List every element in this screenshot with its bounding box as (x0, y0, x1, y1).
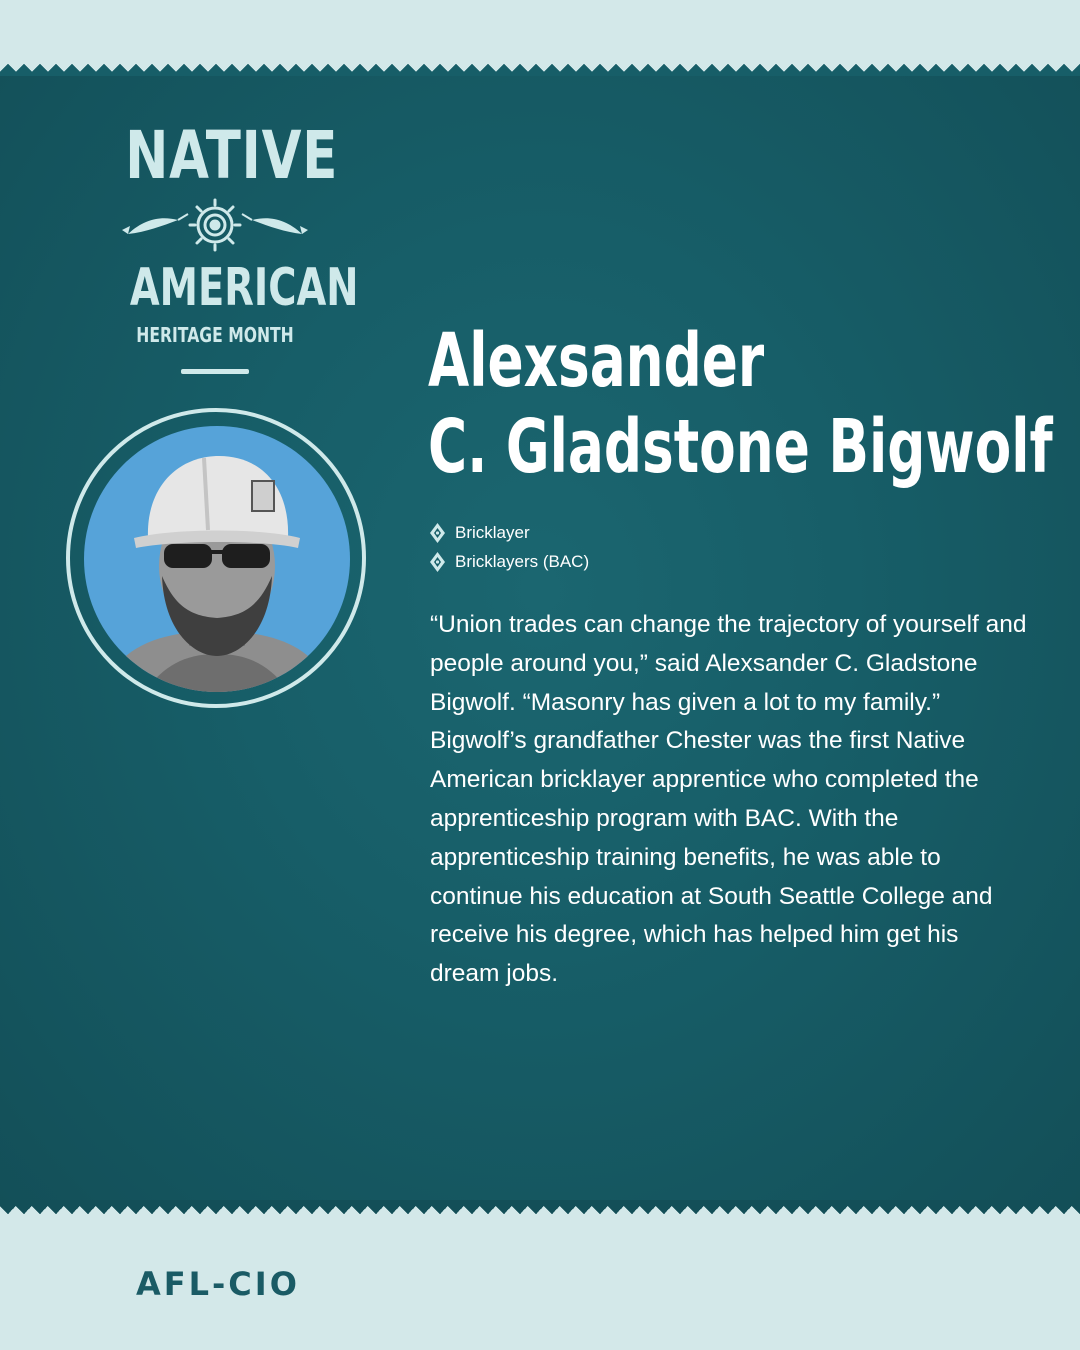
portrait-person (84, 426, 350, 692)
person-name (428, 318, 1053, 490)
portrait-frame (64, 406, 370, 712)
logo-heritage-month-text: HERITAGE MONTH (136, 323, 294, 347)
person-name-line2: C. Gladstone Bigwolf (428, 404, 1053, 490)
occupation-tags (430, 518, 589, 576)
tag-occupation (430, 518, 589, 547)
logo-divider (181, 369, 249, 374)
tag-union (430, 547, 589, 576)
profile-quote: “Union trades can change the trajectory of yourself and people around you,” said Alexsander C. Gladstone Bigwolf. “Masonry has given a lot to my family.” Bigwolf’s grandfather Chester was the first Native American bricklayer apprentice who completed the apprenticeship program with BAC. With the apprenticeship training benefits, he was able to continue his education at South Seattle College and receive his degree, which has helped him get his dream jobs. (430, 611, 1027, 988)
bottom-zigzag-border (0, 1200, 1080, 1218)
diamond-tag-icon (430, 523, 445, 543)
tag-occupation-label: Bricklayer (455, 523, 530, 542)
afl-cio-logo: AFL-CIO (136, 1265, 300, 1303)
portrait-photo (84, 426, 350, 692)
heritage-month-logo (100, 117, 359, 348)
diamond-tag-icon (430, 552, 445, 572)
person-name-line1: Alexsander (428, 318, 765, 404)
tag-union-label: Bricklayers (BAC) (455, 552, 590, 571)
sun-emblem-icon (100, 196, 330, 254)
logo-native-text: NATIVE (125, 117, 339, 194)
logo-american-text: AMERICAN (129, 258, 359, 318)
